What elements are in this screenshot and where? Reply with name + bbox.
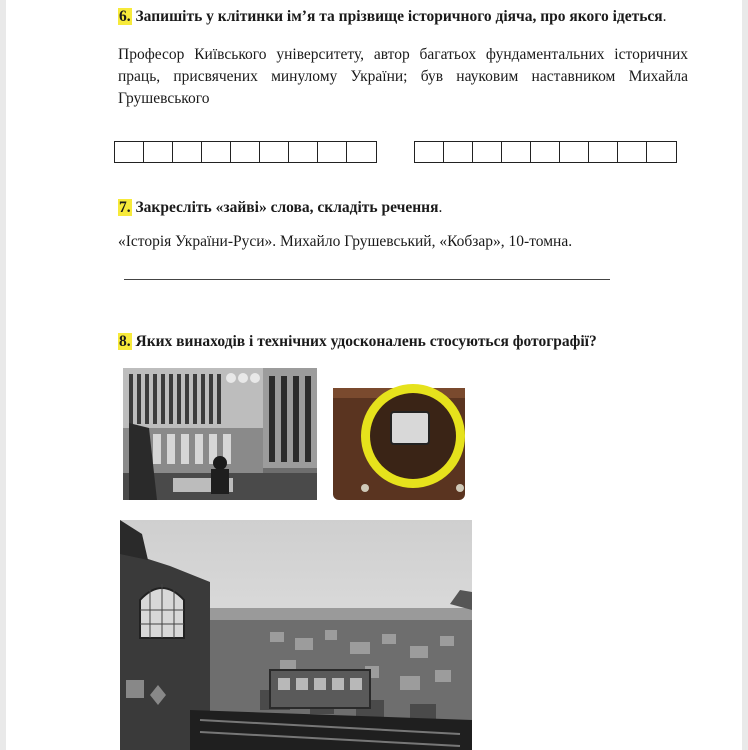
question-7-title-period: .	[438, 199, 443, 216]
letter-cell[interactable]	[444, 142, 473, 162]
question-7	[118, 197, 688, 253]
letter-cell[interactable]	[115, 142, 144, 162]
letter-cell[interactable]	[347, 142, 376, 162]
answer-line[interactable]	[124, 279, 610, 280]
question-6-number: 6.	[119, 8, 131, 25]
letter-cell[interactable]	[531, 142, 560, 162]
question-6-title-period: .	[662, 8, 667, 25]
question-6-title	[118, 6, 688, 28]
television-photo	[327, 378, 471, 502]
letter-cell[interactable]	[289, 142, 318, 162]
question-8-title-text: Яких винаходів і технічних удосконалень стосуються фотографії?	[135, 333, 597, 350]
question-8-title	[118, 331, 688, 353]
letter-cell[interactable]	[647, 142, 676, 162]
question-7-title	[118, 197, 688, 219]
computer-photo	[123, 368, 317, 500]
name-letter-cells[interactable]	[114, 141, 377, 163]
question-7-title-text: Закресліть «зайві» слова, складіть речення	[135, 199, 439, 216]
letter-cell[interactable]	[473, 142, 502, 162]
surname-letter-cells[interactable]	[414, 141, 677, 163]
letter-cell[interactable]	[260, 142, 289, 162]
letter-cell[interactable]	[502, 142, 531, 162]
letter-cell[interactable]	[560, 142, 589, 162]
letter-cell[interactable]	[144, 142, 173, 162]
question-6-text: Професор Київського університету, автор багатьох фундаментальних історичних праць, присвячених минулому України; був науковим наставником Михайла Грушевського	[118, 46, 688, 107]
letter-cell[interactable]	[415, 142, 444, 162]
question-6-title-text: Запишіть у клітинки ім’я та прізвище історичного діяча, про якого ідеться	[135, 8, 663, 25]
right-frame-border	[742, 0, 748, 750]
question-8-number: 8.	[119, 333, 131, 350]
question-7-number: 7.	[119, 199, 131, 216]
letter-cell[interactable]	[202, 142, 231, 162]
letter-cell[interactable]	[618, 142, 647, 162]
question-8	[118, 331, 688, 353]
letter-cell[interactable]	[173, 142, 202, 162]
worksheet-page	[6, 0, 742, 750]
question-7-text: «Історія України-Руси». Михайло Грушевський, «Кобзар», 10-томна.	[118, 233, 573, 250]
funicular-city-photo	[120, 520, 472, 750]
letter-cell[interactable]	[231, 142, 260, 162]
question-6	[118, 6, 688, 110]
letter-cell[interactable]	[318, 142, 347, 162]
letter-cell[interactable]	[589, 142, 618, 162]
